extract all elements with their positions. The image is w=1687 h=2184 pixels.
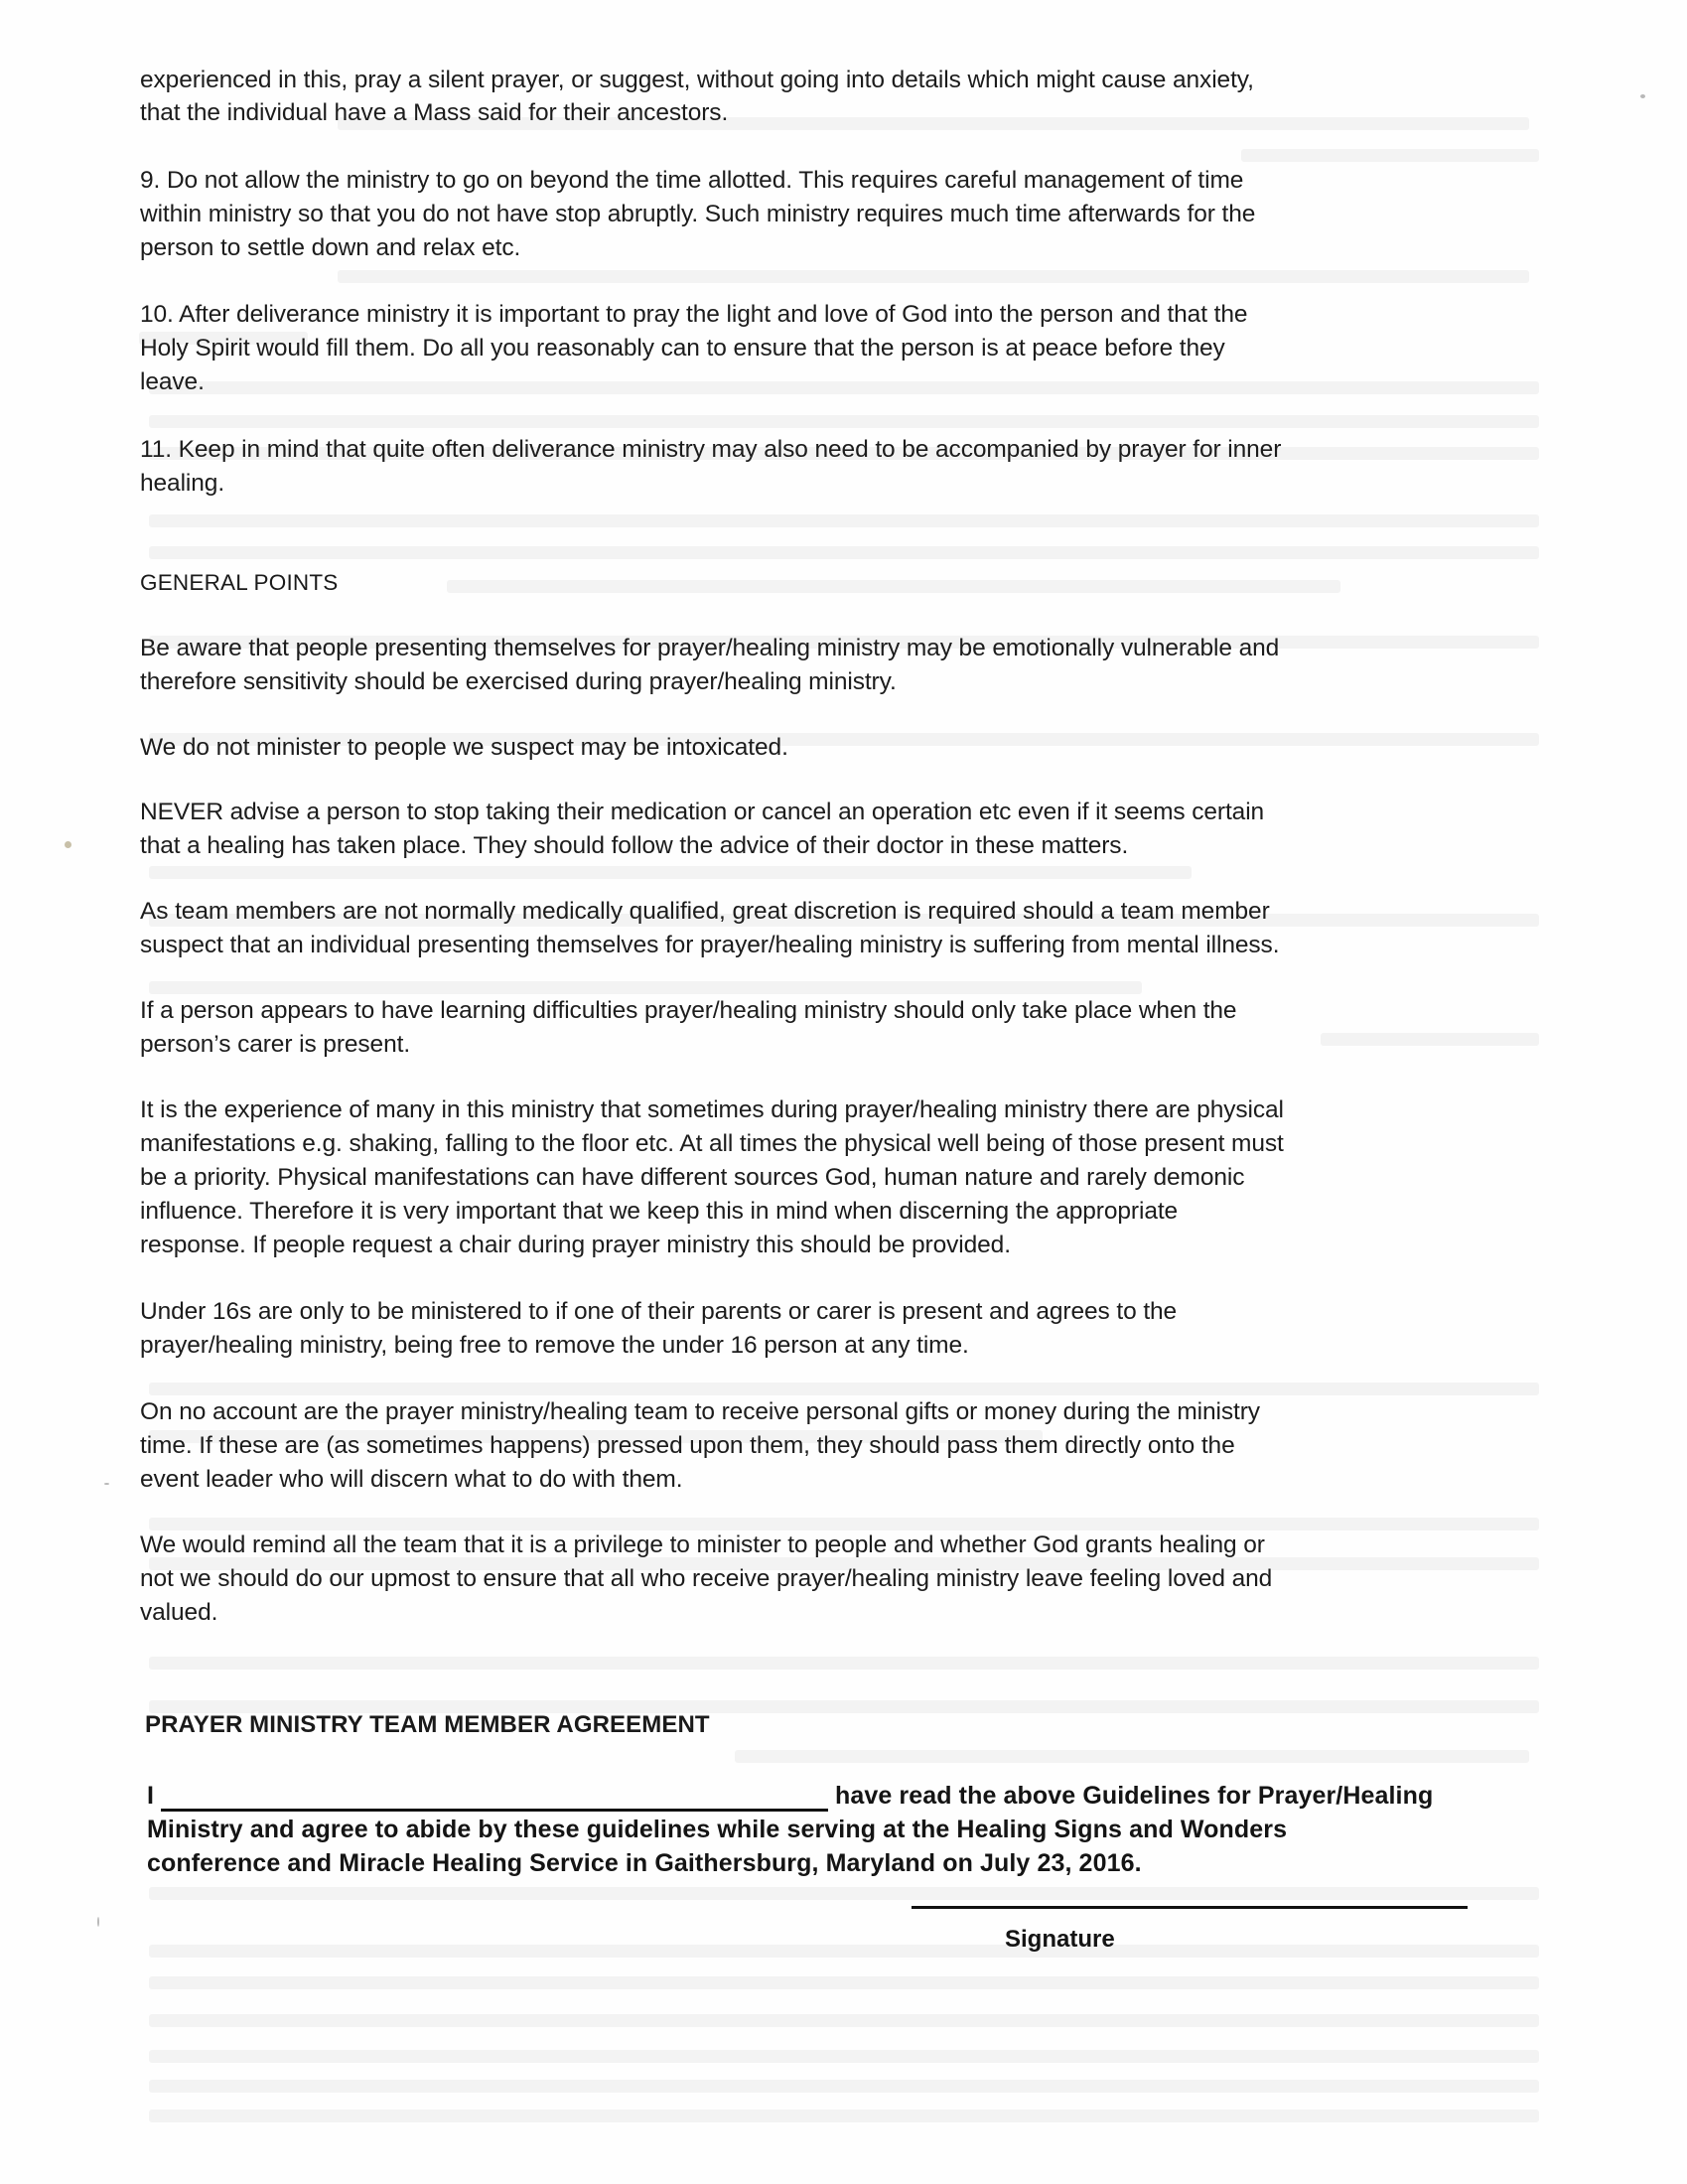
agreement-line-3: conference and Miracle Healing Service in Gaithersburg, Maryland on July 23, 2016. <box>147 1849 1142 1877</box>
agreement-line-2: Ministry and agree to abide by these guidelines while serving at the Healing Signs and Wonders <box>147 1816 1288 1843</box>
general-point-line: suspect that an individual presenting themselves for prayer/healing ministry is suffering from mental illness. <box>140 932 1280 958</box>
general-point-line: As team members are not normally medically qualified, great discretion is required should a team member <box>140 898 1270 925</box>
general-point-line: prayer/healing ministry, being free to remove the under 16 person at any time. <box>140 1332 969 1359</box>
scan-speck <box>97 1917 99 1927</box>
general-point-line: manifestations e.g. shaking, falling to the floor etc. At all times the physical well being of those present must <box>140 1130 1284 1157</box>
item-11-line: 11. Keep in mind that quite often deliverance ministry may also need to be accompanied by prayer for inner <box>140 436 1282 463</box>
item-10-line: Holy Spirit would fill them. Do all you reasonably can to ensure that the person is at peace before they <box>140 335 1225 362</box>
general-point-line: We would remind all the team that it is a privilege to minister to people and whether God grants healing or <box>140 1531 1265 1558</box>
scan-speck <box>65 841 71 848</box>
general-point-line: time. If these are (as sometimes happens) pressed upon them, they should pass them directly onto the <box>140 1432 1235 1459</box>
general-point-line: that a healing has taken place. They should follow the advice of their doctor in these matters. <box>140 832 1129 859</box>
item-9-line: 9. Do not allow the ministry to go on beyond the time allotted. This requires careful management of time <box>140 167 1244 194</box>
general-point-line: Under 16s are only to be ministered to if one of their parents or carer is present and agrees to the <box>140 1298 1178 1325</box>
agreement-heading: PRAYER MINISTRY TEAM MEMBER AGREEMENT <box>145 1711 710 1738</box>
general-point-line: It is the experience of many in this ministry that sometimes during prayer/healing ministry there are physical <box>140 1096 1284 1123</box>
general-point-line: person’s carer is present. <box>140 1031 411 1058</box>
item-11-line: healing. <box>140 470 225 497</box>
general-point-line: We do not minister to people we suspect may be intoxicated. <box>140 734 788 761</box>
general-point-line: event leader who will discern what to do with them. <box>140 1466 683 1493</box>
general-point-line: valued. <box>140 1599 218 1626</box>
intro-line: that the individual have a Mass said for their ancestors. <box>140 99 729 126</box>
general-point-line: therefore sensitivity should be exercised during prayer/healing ministry. <box>140 668 897 695</box>
general-point-line: If a person appears to have learning difficulties prayer/healing ministry should only take place when the <box>140 997 1237 1024</box>
general-point-line: be a priority. Physical manifestations can have different sources God, human nature and rarely demonic <box>140 1164 1245 1191</box>
item-10-line: 10. After deliverance ministry it is important to pray the light and love of God into the person and that the <box>140 301 1248 328</box>
agreement-prefix: I <box>147 1782 155 1810</box>
scan-speck <box>104 1483 109 1485</box>
agreement-line-1: have read the above Guidelines for Prayer/Healing <box>835 1782 1434 1810</box>
general-point-line: response. If people request a chair during prayer ministry this should be provided. <box>140 1232 1011 1258</box>
general-point-line: On no account are the prayer ministry/healing team to receive personal gifts or money during the ministry <box>140 1398 1260 1425</box>
scan-speck <box>1640 94 1645 98</box>
general-point-line: Be aware that people presenting themselves for prayer/healing ministry may be emotionally vulnerable and <box>140 635 1280 661</box>
intro-line: experienced in this, pray a silent prayer, or suggest, without going into details which might cause anxiety, <box>140 67 1254 93</box>
general-point-line: not we should do our upmost to ensure that all who receive prayer/healing ministry leave feeling loved and <box>140 1565 1273 1592</box>
item-10-line: leave. <box>140 368 205 395</box>
item-9-line: within ministry so that you do not have stop abruptly. Such ministry requires much time afterwards for the <box>140 201 1256 227</box>
general-point-line: NEVER advise a person to stop taking their medication or cancel an operation etc even if it seems certain <box>140 799 1265 825</box>
signature-label: Signature <box>1005 1926 1115 1953</box>
general-points-heading: GENERAL POINTS <box>140 570 339 595</box>
name-blank-field[interactable] <box>161 1809 828 1812</box>
general-point-line: influence. Therefore it is very important that we keep this in mind when discerning the appropriate <box>140 1198 1179 1225</box>
signature-line[interactable] <box>912 1906 1468 1909</box>
item-9-line: person to settle down and relax etc. <box>140 234 521 261</box>
